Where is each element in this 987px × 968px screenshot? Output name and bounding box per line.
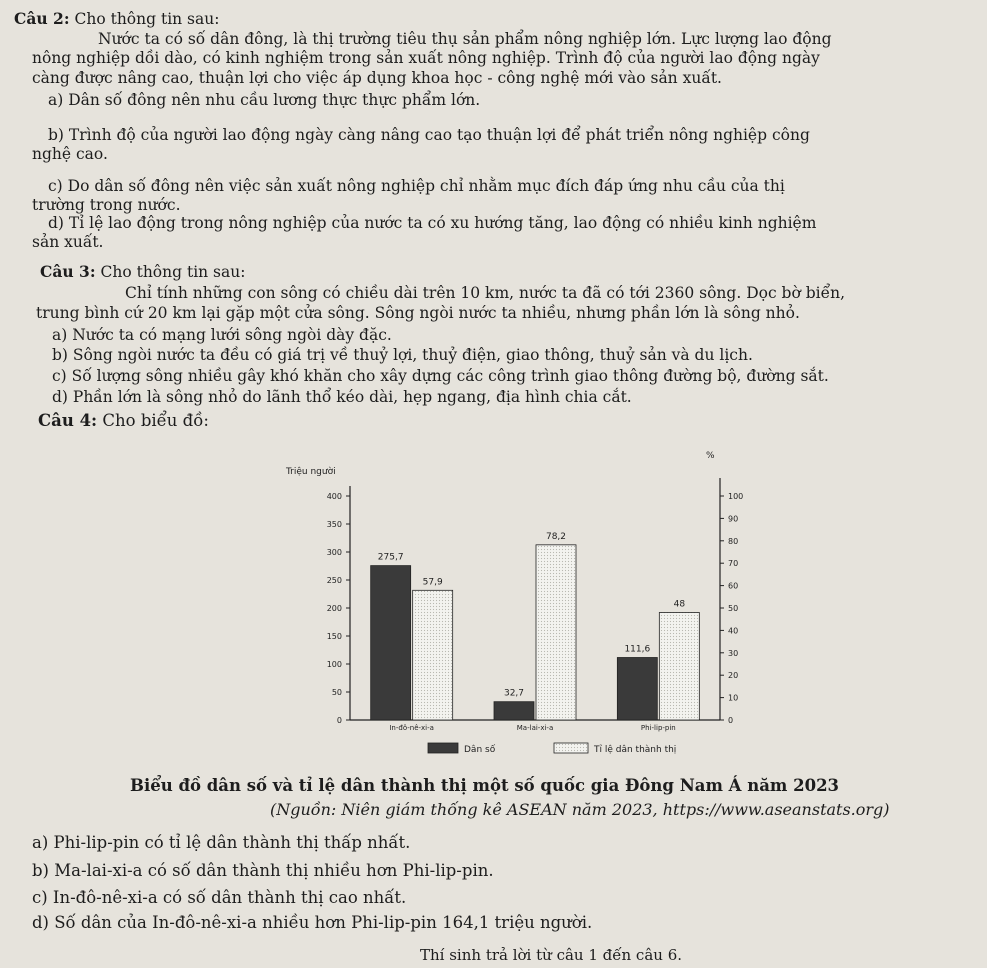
q3-heading: Câu 3: Cho thông tin sau:: [40, 262, 246, 281]
left-tick-label: 400: [326, 492, 342, 501]
right-tick-label: 70: [728, 559, 739, 569]
right-axis-title: %: [706, 451, 715, 461]
q4-statement-a: a) Phi-lip-pin có tỉ lệ dân thành thị thấp nhất.: [32, 833, 411, 852]
legend-swatch-population: [428, 743, 458, 753]
q2-statement-c-cont: trường trong nước.: [32, 196, 181, 214]
q2-statement-a: a) Dân số đông nên nhu cầu lương thực thực phẩm lớn.: [48, 91, 481, 109]
q3-statement-a: a) Nước ta có mạng lưới sông ngòi dày đặc.: [52, 326, 392, 344]
urban-rate-value-label: 57,9: [422, 577, 443, 588]
q4-heading: Câu 4: Cho biểu đồ:: [38, 411, 209, 430]
right-tick-label: 80: [728, 536, 739, 546]
q3-statement-b: b) Sông ngòi nước ta đều có giá trị về thuỷ lợi, thuỷ điện, giao thông, thuỷ sản và du lịch.: [52, 346, 753, 364]
q3-intro-line: Chỉ tính những con sông có chiều dài trên 10 km, nước ta đã có tới 2360 sông. Dọc bờ biển,: [125, 284, 846, 302]
legend-swatch-urban-rate: [554, 743, 588, 753]
left-tick-label: 50: [331, 688, 342, 697]
urban-rate-bar: [536, 545, 576, 720]
right-tick-label: 90: [728, 514, 739, 524]
q2-statement-b: b) Trình độ của người lao động ngày càng nâng cao tạo thuận lợi để phát triển nông nghiệp công: [48, 126, 810, 144]
q2-statement-d-cont: sản xuất.: [32, 233, 104, 251]
left-tick-label: 150: [326, 632, 342, 641]
q2-heading: Câu 2: Cho thông tin sau:: [14, 9, 220, 28]
q2-statement-d: d) Tỉ lệ lao động trong nông nghiệp của nước ta có xu hướng tăng, lao động có nhiều kinh nghiệm: [48, 214, 817, 232]
population-value-label: 111,6: [624, 644, 651, 655]
left-tick-label: 300: [326, 548, 342, 557]
population-bar: [494, 702, 534, 720]
legend-label-population: Dân số: [464, 745, 496, 755]
right-tick-label: 0: [728, 716, 734, 725]
category-label: Phi-lip-pin: [640, 724, 676, 732]
population-bar: [371, 566, 411, 720]
q4-statement-c: c) In-đô-nê-xi-a có số dân thành thị cao nhất.: [32, 888, 407, 907]
population-urban-rate-chart: [270, 440, 750, 770]
left-tick-label: 100: [326, 660, 342, 669]
urban-rate-value-label: 78,2: [545, 531, 567, 542]
left-tick-label: 200: [326, 604, 342, 613]
right-tick-label: 40: [728, 626, 739, 636]
category-label: In-đô-nê-xi-a: [389, 724, 434, 732]
population-bar: [617, 658, 657, 720]
urban-rate-bar: [413, 590, 453, 720]
q2-intro-line: nông nghiệp dồi dào, có kinh nghiệm trong sản xuất nông nghiệp. Trình độ của người lao động ngày: [32, 49, 820, 67]
q2-statement-c: c) Do dân số đông nên việc sản xuất nông nghiệp chỉ nhằm mục đích đáp ứng nhu cầu của thị: [48, 177, 785, 195]
right-tick-label: 20: [728, 671, 739, 681]
q2-intro-line: càng được nâng cao, thuận lợi cho việc áp dụng khoa học - công nghệ mới vào sản xuất.: [32, 69, 722, 87]
q4-statement-d: d) Số dân của In-đô-nê-xi-a nhiều hơn Phi-lip-pin 164,1 triệu người.: [32, 913, 593, 932]
footer-note: Thí sinh trả lời từ câu 1 đến câu 6.: [420, 946, 683, 964]
urban-rate-bar: [659, 612, 699, 720]
population-value-label: 275,7: [377, 552, 404, 563]
population-value-label: 32,7: [503, 688, 525, 699]
q3-statement-d: d) Phần lớn là sông nhỏ do lãnh thổ kéo dài, hẹp ngang, địa hình chia cắt.: [52, 388, 632, 406]
q2-intro-line: Nước ta có số dân đông, là thị trường tiêu thụ sản phẩm nông nghiệp lớn. Lực lượng lao động: [98, 30, 832, 48]
legend-label-urban-rate: Tỉ lệ dân thành thị: [594, 745, 677, 755]
right-tick-label: 50: [728, 604, 739, 613]
right-tick-label: 30: [728, 648, 739, 658]
q2-statement-b-cont: nghệ cao.: [32, 145, 108, 163]
left-tick-label: 250: [326, 576, 342, 585]
right-tick-label: 10: [728, 693, 739, 703]
left-tick-label: 350: [326, 520, 342, 529]
chart-source: (Nguồn: Niên giám thống kê ASEAN năm 2023, https://www.aseanstats.org): [270, 800, 890, 819]
q3-statement-c: c) Số lượng sông nhiều gây khó khăn cho xây dựng các công trình giao thông đường bộ, đường sắt.: [52, 367, 829, 385]
q4-statement-b: b) Ma-lai-xi-a có số dân thành thị nhiều hơn Phi-lip-pin.: [32, 861, 494, 880]
left-tick-label: 0: [336, 716, 342, 725]
q3-intro-line: trung bình cứ 20 km lại gặp một cửa sông. Sông ngòi nước ta nhiều, nhưng phần lớn là sông nhỏ.: [36, 304, 800, 322]
right-tick-label: 60: [728, 581, 739, 591]
category-label: Ma-lai-xi-a: [516, 724, 554, 732]
urban-rate-value-label: 48: [673, 599, 686, 610]
right-tick-label: 100: [728, 492, 744, 501]
chart-caption: Biểu đồ dân số và tỉ lệ dân thành thị một số quốc gia Đông Nam Á năm 2023: [130, 776, 840, 795]
left-axis-title: Triệu người: [286, 467, 336, 477]
